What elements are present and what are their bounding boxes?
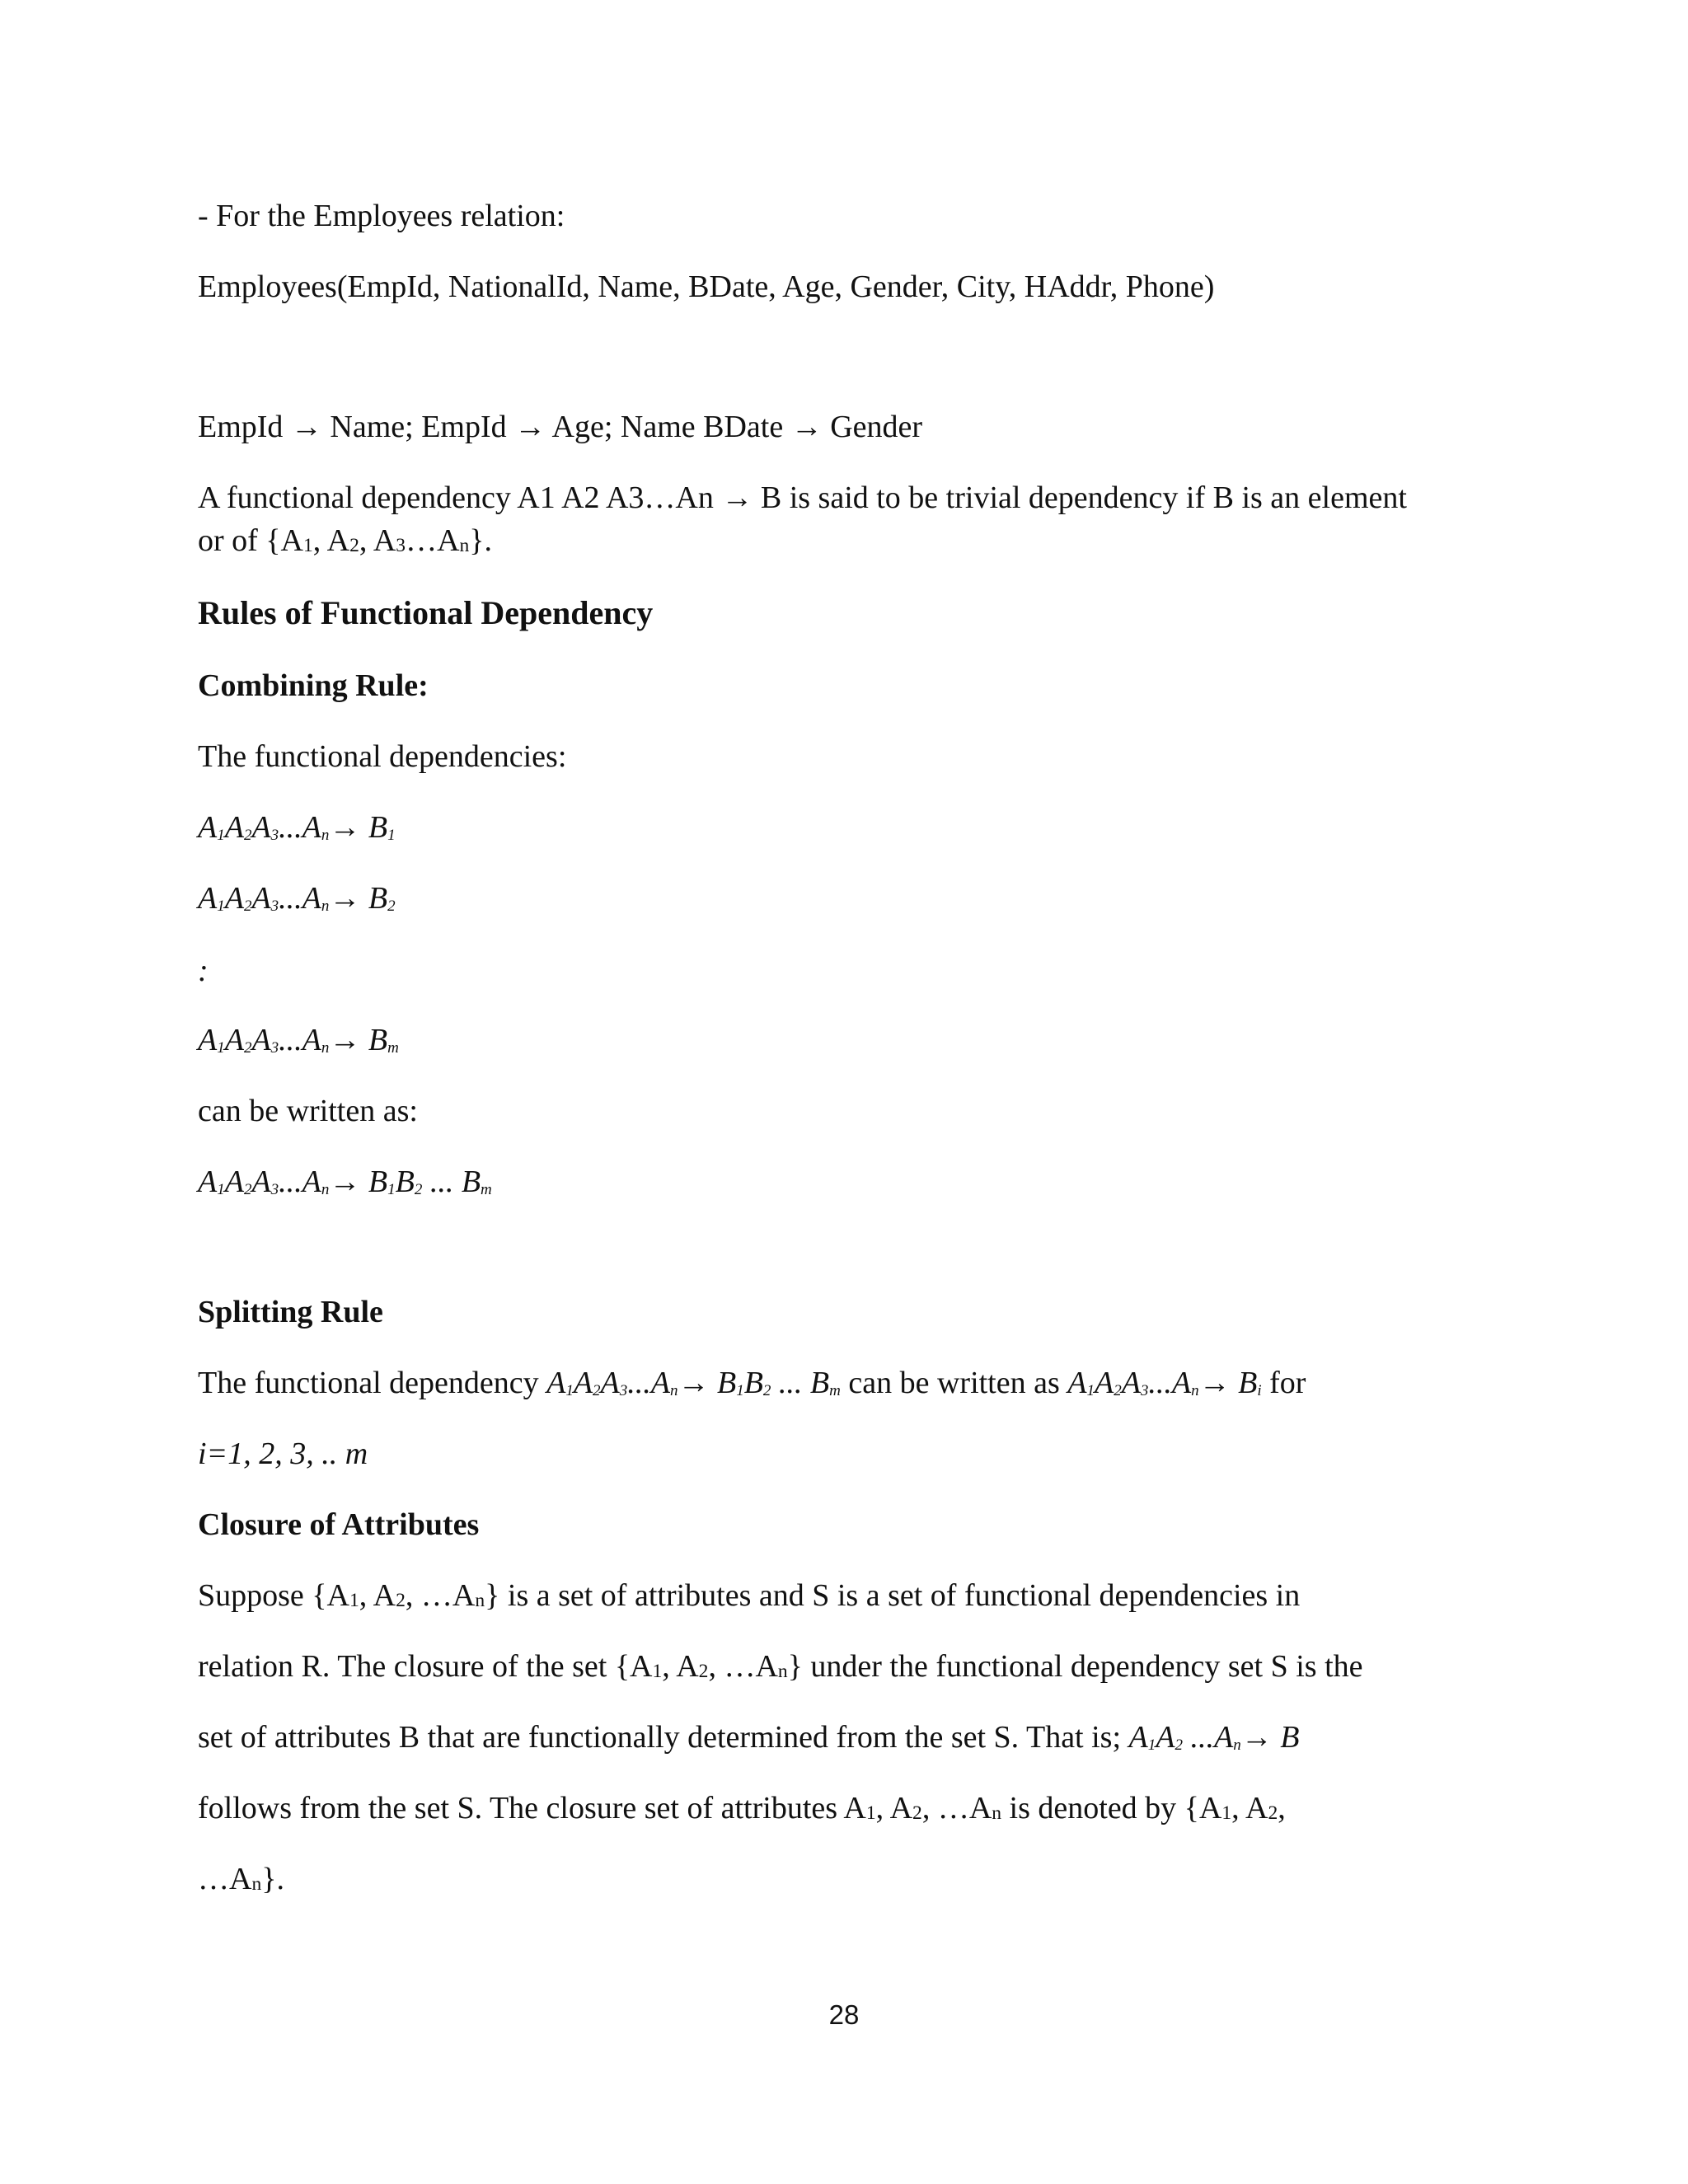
fd-formula-b2: $A_1A_2A_3...A_n\to B_2$ (198, 881, 396, 916)
closure-line-1: Suppose {$A_1$, $A_2$, $\dots A_n$} is a set of attributes and S is a set of functional dependencies in (198, 1578, 1301, 1613)
relation-schema: Employees(EmpId, NationalId, Name, BDate, Age, Gender, City, HAddr, Phone) (198, 269, 1215, 304)
splitting-rule-title: Splitting Rule (198, 1295, 383, 1329)
closure-line-4: follows from the set S. The closure set of attributes $A_1$, $A_2$, $\dots A_n$ is denoted by {$A_1$, $A_2$, (198, 1791, 1286, 1825)
combining-rule-intro: The functional dependencies: (198, 739, 567, 774)
section-title: Rules of Functional Dependency (198, 594, 654, 631)
vertical-ellipsis: : (198, 954, 209, 988)
fd-combined-formula: $A_1A_2A_3...A_n\to B_1B_2$ ... $B_m$ (198, 1165, 492, 1199)
intro-text: - For the Employees relation: (198, 199, 565, 233)
written-as-text: can be written as: (198, 1094, 418, 1128)
closure-line-2: relation R. The closure of the set {$A_1$, $A_2$, $\dots A_n$} under the functional dependency set S is the (198, 1649, 1363, 1684)
splitting-index-range: i=1, 2, 3, .. m (198, 1436, 368, 1471)
closure-line-5: $\dots A_n$}. (198, 1862, 284, 1896)
closure-line-3: set of attributes B that are functionally determined from the set S. That is; $A_1A_2$ $...A_n\to B$ (198, 1720, 1300, 1755)
splitting-rule-text: The functional dependency $A_1A_2A_3...A_n\to B_1B_2$ ... $B_m$ can be written as $A_1A_2A_3...A_n\to B_i$ for (198, 1366, 1306, 1400)
fd-examples: EmpId → Name; EmpId → Age; Name BDate → Gender (198, 410, 923, 444)
fd-formula-bm: $A_1A_2A_3...A_n\to B_m$ (198, 1023, 399, 1057)
combining-rule-title: Combining Rule: (198, 668, 429, 703)
closure-title: Closure of Attributes (198, 1507, 480, 1542)
page-number: 28 (828, 1999, 860, 2030)
trivial-definition-line-1: A functional dependency A1 A2 A3…An → B is said to be trivial dependency if B is an element (198, 480, 1407, 515)
fd-formula-b1: $A_1A_2A_3...A_n\to B_1$ (198, 810, 396, 845)
trivial-definition-line-2: or of {$A_1$, $A_2$, $A_3\dots A_n$}. (198, 523, 493, 558)
